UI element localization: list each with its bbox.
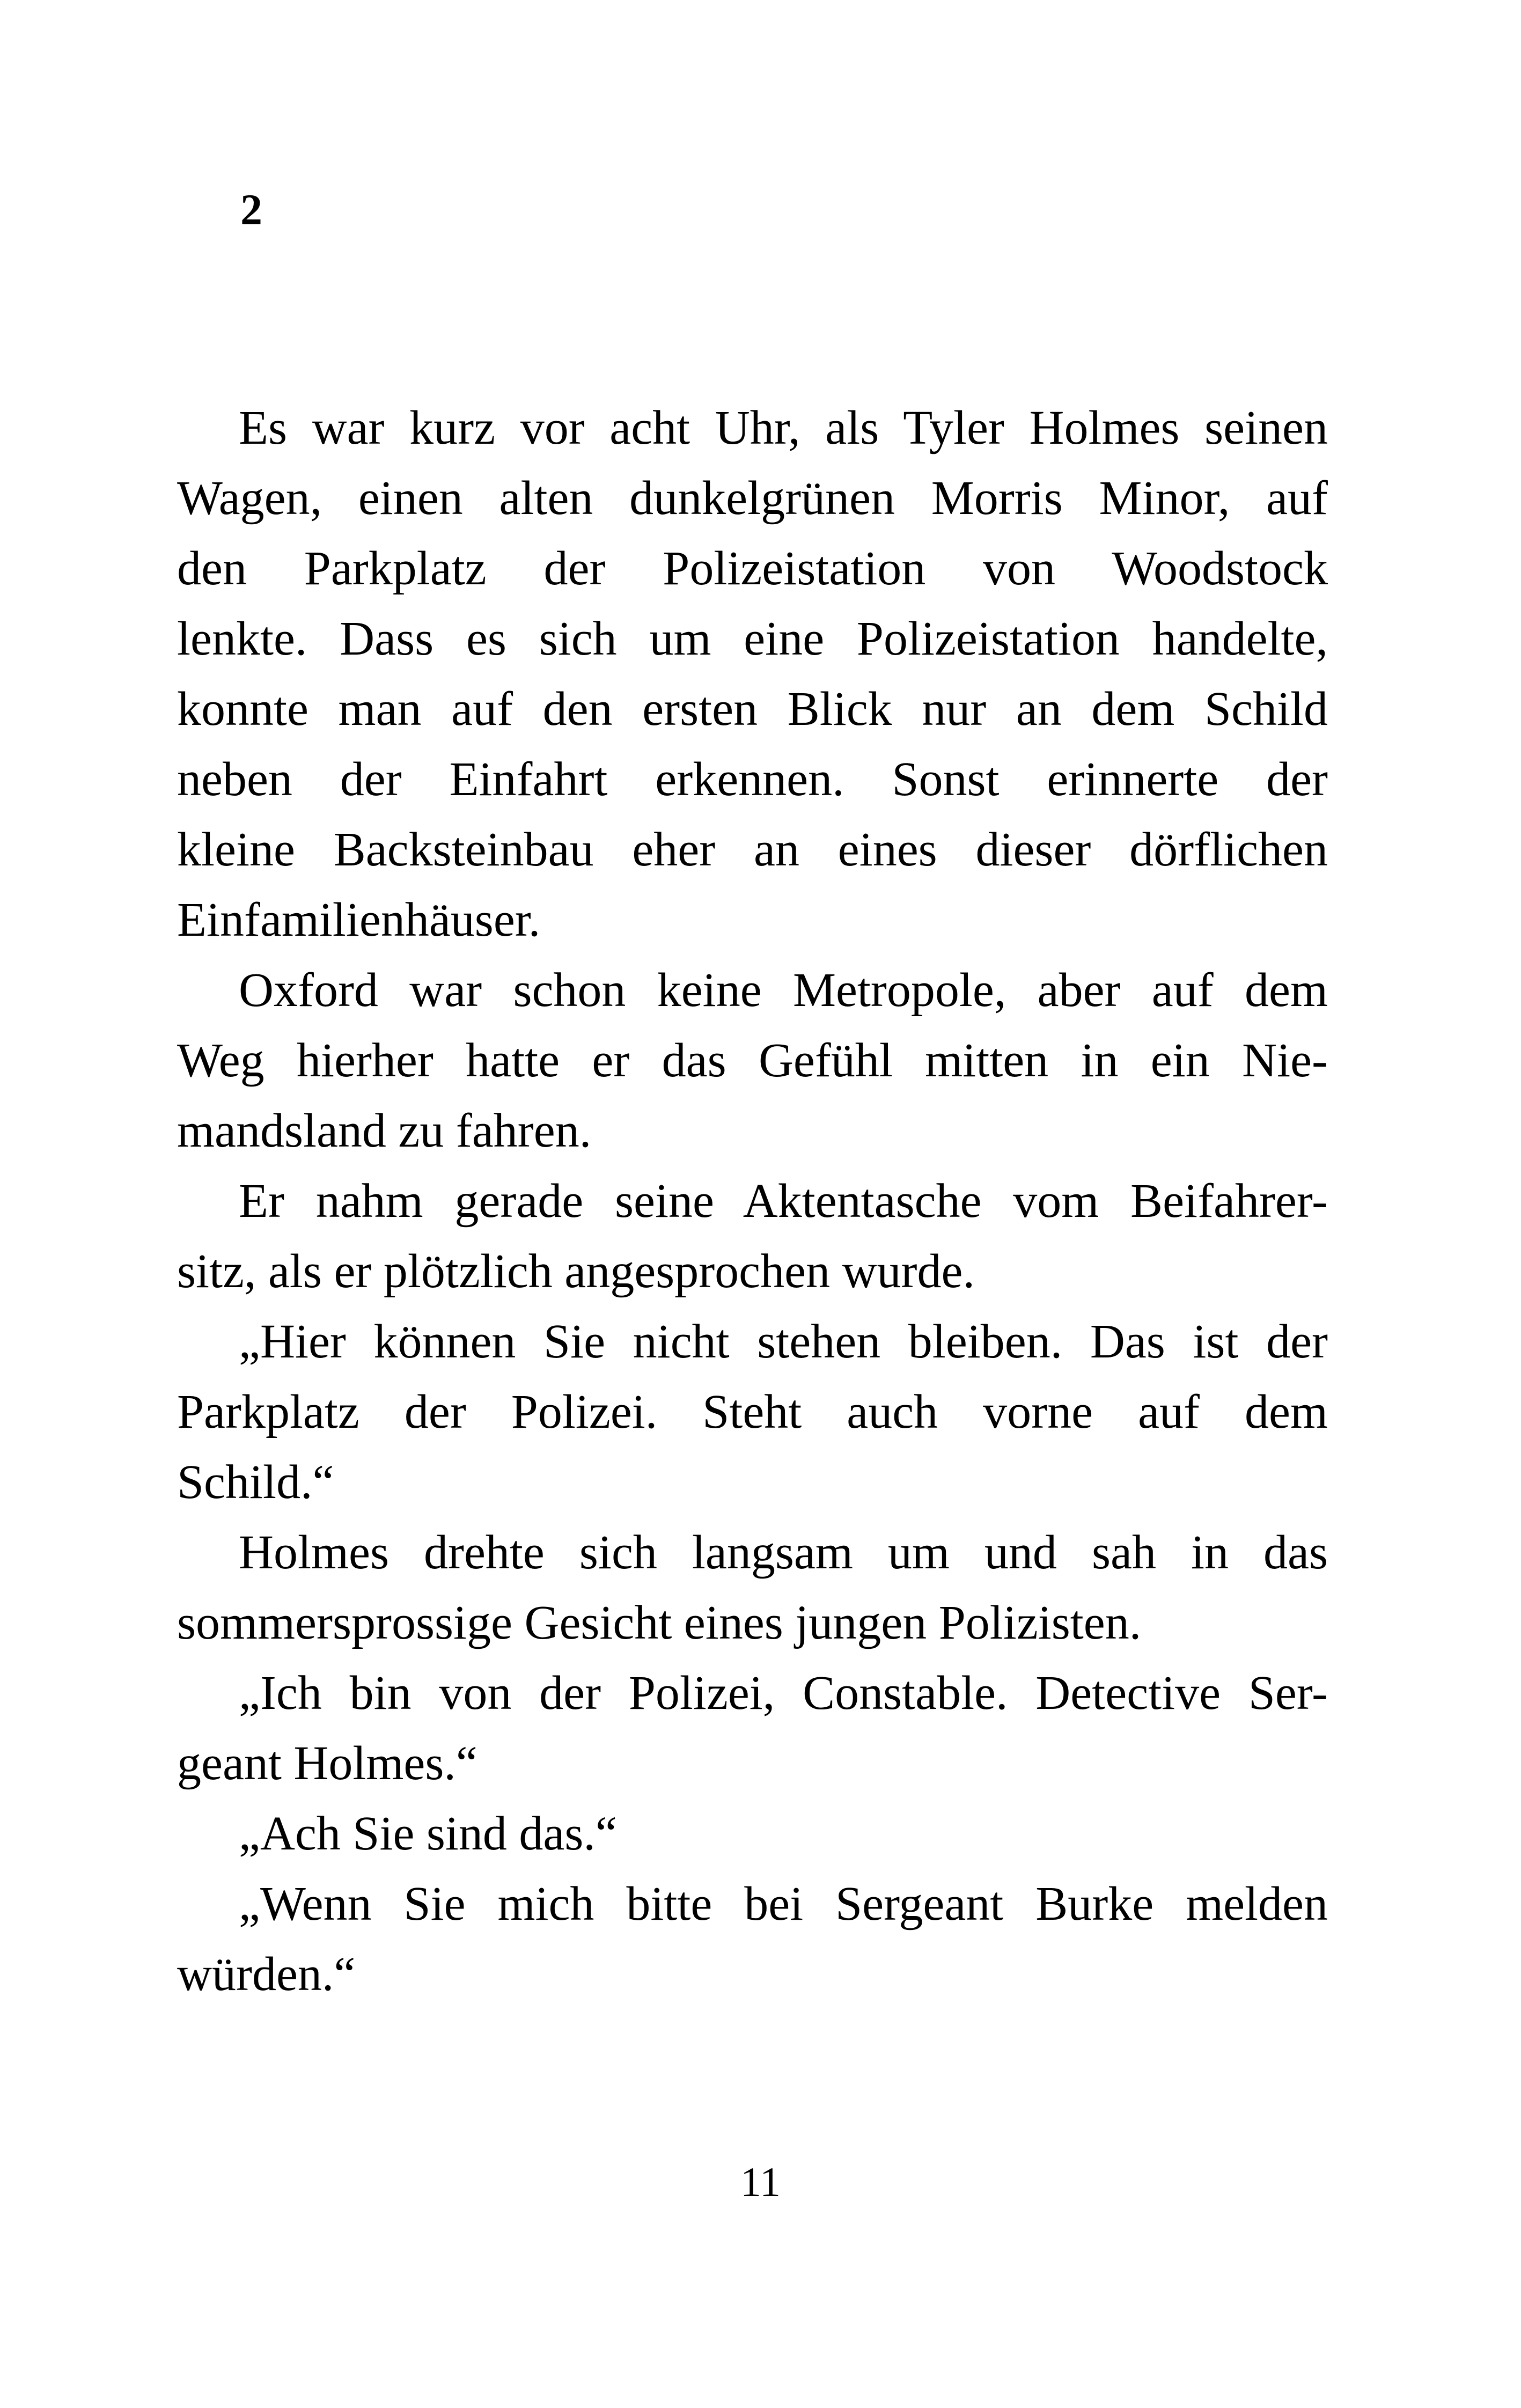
chapter-number: 2 xyxy=(240,185,262,234)
text-line: Holmes drehte sich langsam um und sah in das xyxy=(239,1526,1328,1579)
paragraph xyxy=(177,1166,1328,1306)
paragraph xyxy=(177,1869,1328,2009)
text-line: „Ach Sie sind das.“ xyxy=(239,1807,617,1860)
paragraph xyxy=(177,1517,1328,1658)
text-line: lenkte. Dass es sich um eine Polizeistation handelte, xyxy=(177,612,1328,665)
text-line: Wagen, einen alten dunkelgrünen Morris Minor, auf xyxy=(177,472,1328,525)
text-line: Schild.“ xyxy=(177,1456,334,1509)
text-line: neben der Einfahrt erkennen. Sonst erinnerte der xyxy=(177,753,1328,806)
text-line: Weg hierher hatte er das Gefühl mitten in ein Nie- xyxy=(177,1034,1328,1087)
paragraph xyxy=(177,393,1328,955)
body-text xyxy=(177,393,1328,2009)
page-number: 11 xyxy=(740,2159,781,2205)
paragraph xyxy=(177,1306,1328,1517)
text-line: sommersprossige Gesicht eines jungen Polizisten. xyxy=(177,1596,1142,1649)
paragraph xyxy=(177,955,1328,1166)
text-line: den Parkplatz der Polizeistation von Woodstock xyxy=(177,542,1328,595)
text-line: Oxford war schon keine Metropole, aber auf dem xyxy=(239,964,1328,1017)
text-line: sitz, als er plötzlich angesprochen wurde. xyxy=(177,1245,975,1298)
text-line: „Hier können Sie nicht stehen bleiben. Das ist der xyxy=(239,1315,1328,1368)
text-line: würden.“ xyxy=(177,1948,356,2001)
paragraph xyxy=(177,1798,1328,1869)
text-line: geant Holmes.“ xyxy=(177,1737,477,1790)
text-line: Einfamilienhäuser. xyxy=(177,893,541,946)
text-line: konnte man auf den ersten Blick nur an dem Schild xyxy=(177,682,1328,736)
text-line: Es war kurz vor acht Uhr, als Tyler Holmes seinen xyxy=(239,401,1328,454)
text-line: „Ich bin von der Polizei, Constable. Detective Ser- xyxy=(239,1666,1328,1720)
text-line: mandsland zu fahren. xyxy=(177,1104,592,1157)
paragraph xyxy=(177,1658,1328,1798)
text-line: „Wenn Sie mich bitte bei Sergeant Burke melden xyxy=(239,1877,1328,1930)
text-line: Er nahm gerade seine Aktentasche vom Beifahrer- xyxy=(239,1174,1328,1228)
text-line: Parkplatz der Polizei. Steht auch vorne auf dem xyxy=(177,1385,1328,1438)
text-line: kleine Backsteinbau eher an eines dieser dörflichen xyxy=(177,823,1328,876)
